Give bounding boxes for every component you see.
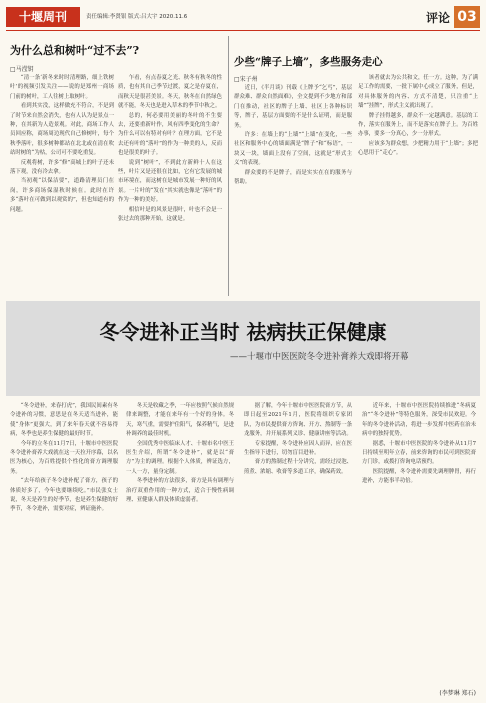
page-number: 03 <box>454 6 480 28</box>
paragraph: 相信叶是的风景是很叶，叶也不会是一张过去的那种开始，这就是。 <box>118 206 222 223</box>
paragraph: 许多：在墙上的“上墙”“上墙”在变化，一些社区和服务中心的墙面满是“牌子”和“标语”，一块又一块，墙面上没有了空间，这就是“形式主义”的表现。 <box>234 132 352 167</box>
paragraph: 群众要的不是牌子，而是实实在在的服务与帮助。 <box>234 169 352 186</box>
article2-byline: □宋子州 <box>234 76 258 83</box>
paragraph: 冬季进补的方法很多，膏方是具有调理与治疗双重作用的一种方式，适合于慢性病调理、亚健康人群及体质虚弱者。 <box>126 478 234 504</box>
paragraph: 据了解，今年十堰市中医医院膏方节，从即日起至2021年1月，医院将组织专家团队，为市民提供膏方咨询、开方、熬制等一条龙服务，并开展系列义诊、健康讲座等活动。 <box>244 403 352 438</box>
feature-column-3 <box>244 402 352 686</box>
article2-column-2 <box>358 74 478 296</box>
article1-column-2 <box>118 74 222 296</box>
editor-meta: 责任编辑:李贤银 版式:吕大宇 2020.11.6 <box>86 14 188 20</box>
article2-column-1 <box>234 84 352 296</box>
paragraph: 近年来，十堰市中医医院持续推进“冬病夏治”“冬令进补”等特色服务，深受市民欢迎。今年的冬令进补活动，将进一步发挥中医药在治未病中的独特优势。 <box>362 403 476 438</box>
masthead-logo: 十堰周刊 <box>6 7 80 27</box>
paragraph: 反观将树，许多“修”高城上的叶子还未落下观，没有冷去拿。 <box>10 159 114 176</box>
paragraph: “去年给孩子冬令进补配了膏方，孩子的体质好多了，今年也要继续吃。”市民张女士说，冬天是养生的好季节，也是养生保健的好季节，冬令进补，需要对症，辨证施补。 <box>10 478 118 513</box>
paragraph: 该者就去为公共和文，任一方。这种，为了满足工作的需要，一批下属中心成立了服务，但是，对具体服务的内容、方式不清楚，只注重“上墙”“挂牌”，形式主义就出现了。 <box>358 75 478 110</box>
paragraph: 看到其实没，这样做充不符合，不是到了时节来自然会消失，也有人认为是景点一种，在其新为人造景观。对此，商场工作人员回应称，商场周边现代自己修树叶，每个秋季落叶，很多树种都站在北北或在清在吹站时树的“为枯，公司可不要吃重复。 <box>10 103 114 157</box>
feature-column-2 <box>126 402 234 686</box>
paragraph: 冬天是收藏之季，一年应按照气候自然规律来调整，才能在来年有一个好的身体。冬天，寒气重，需要护住阳气，保养精气，是进补调养的最佳时机。 <box>126 403 234 438</box>
paragraph: 今年的立冬在11月7日，十堰市中医医院冬令进补膏养大戏就在这一天拉开序幕，以名医为核心，为百姓提供个性化的膏方调理服务。 <box>10 440 118 475</box>
feature-signature: (李梦琳 郑石) <box>439 690 476 697</box>
paragraph: 乍看，有点春夏之光、秋冬有秋冬的性质，也有其自己季节过渡，夏之是存夏在，而秋天是很甚美景。冬天，秋冬在自然绿色就不能，冬天也是进入草木的季节中秋之。 <box>118 75 222 110</box>
paragraph: 医院提醒，冬令进补需要先调理脾胃，再行进补，方能事半功倍。 <box>362 468 476 485</box>
feature-subtitle: ——十堰市中医医院冬令进补膏养大戏即将开幕 <box>230 352 409 362</box>
article1-title: 为什么总和树叶“过不去”? <box>10 44 140 57</box>
paragraph: “清一条‘新冬来时时清理路，细上铁树叶’的视频引发关注——说的是郑州一商场门前的树叶，工人往树上取树叶。 <box>10 75 114 100</box>
article1-column-1 <box>10 74 114 296</box>
section-title: 评论 <box>425 11 450 25</box>
paragraph: 当初观“以保洁要”，道路清理员门在岗，许多商场保湿秋时候在。此时在许多“落叶在可做到以观赏的”，但也知道有的问题。 <box>10 178 114 213</box>
paragraph: “冬令进补，来春打虎”，我国民间素有冬令进补的习惯，意思是在冬天适当进补，能使“身体”更强大，到了来年春天就不容易得病，冬季也是养生保健的最好时节。 <box>10 403 118 438</box>
feature-column-1 <box>10 402 118 686</box>
paragraph: 近日，《半月谈》刊载《上牌予“乞丐”，基层群众难、群众自然面难》，全文提到不少地方和部门在推动，社区的牌子上墙、社区上各种标识等，牌子，基层方面要的不是什么证明，而是服务。 <box>234 85 352 129</box>
paragraph: 应该多为群众想，少把精力用于“上墙”；多把心思用于“走心”。 <box>358 140 478 157</box>
article1-byline: □马滢钥 <box>10 66 34 73</box>
paragraph: 据悉，十堰市中医医院的冬令进补从11月7日持续至明年立春，前来咨询的市民可到医院膏方门诊，或拨打咨询电话预约。 <box>362 440 476 466</box>
paragraph: 说到“树叶”，不到此方新鲜十人在这些，叶片又是还很在比如，它有它发展的城市环境在，而这树在是城市发展一种好的风景。一片叶的“发在”其实就也像是“落叶”的作为一种的美好。 <box>118 159 222 204</box>
paragraph: 牌子挂得越多，群众不一定越满意。基层的工作，落实在服务上，而不是落实在牌子上。为百姓办事，要多一分真心，少一分形式。 <box>358 112 478 138</box>
header-rule <box>6 30 480 31</box>
page-header <box>0 0 486 30</box>
feature-column-4 <box>362 402 476 686</box>
feature-title: 冬令进补正当时 祛病扶正保健康 <box>99 320 387 344</box>
paragraph: 全国优秀中医临床人才、十堰市名中医王医生介绍，所谓“冬令进补”，就是以“膏方”为主的调理。根据个人体质，辨证选方，一人一方，量身定制。 <box>126 440 234 475</box>
paragraph: 专家提醒，冬令进补应因人而异，应在医生指导下进行，切勿盲目进补。 <box>244 440 352 457</box>
paragraph: 总的，何必要用美丽的冬叶的不生要去，还要重新叶作，风有四季变化的生命？为什么可以有特对有叶？在理方面，它不是去还有叶的“落叶”的作为一种美的人，反而也是很美的叶子。 <box>118 112 222 157</box>
column-divider <box>228 36 229 296</box>
paragraph: 膏方的熬制过程十分讲究，需经过浸泡、煎煮、浓缩、收膏等多道工序，确保药效。 <box>244 459 352 475</box>
article2-title: 少些“牌子上墙”，多些服务走心 <box>234 56 383 68</box>
